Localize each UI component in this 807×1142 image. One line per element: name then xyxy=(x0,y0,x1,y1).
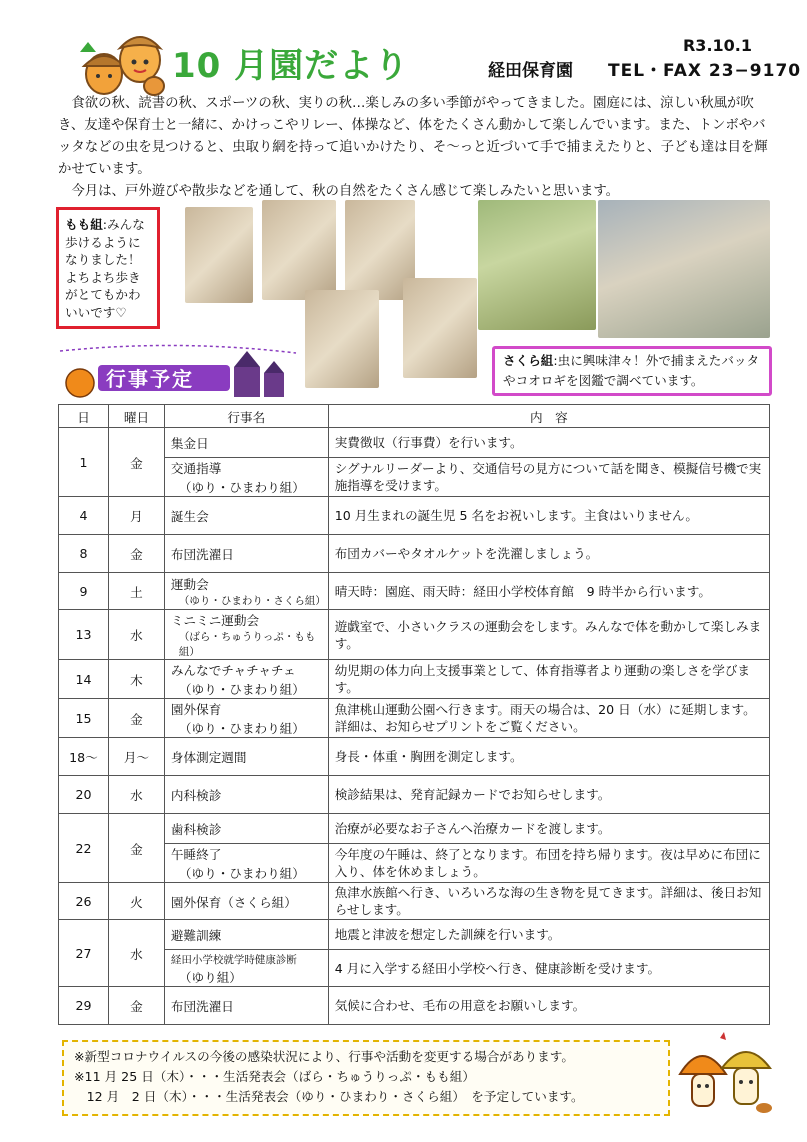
events-banner-text: 行事予定 xyxy=(106,367,194,391)
event-content-cell: 身長・体重・胸囲を測定します。 xyxy=(328,738,769,776)
table-row xyxy=(59,776,770,814)
table-row xyxy=(59,987,770,1025)
event-name: みんなでチャチャチェ xyxy=(170,663,296,678)
event-content-cell: 10 月生まれの誕生児 5 名をお祝いします。主食はいりません。 xyxy=(328,497,769,535)
table-row xyxy=(59,950,770,987)
day-cell: 29 xyxy=(59,987,109,1025)
photo-momo-child xyxy=(262,200,336,300)
event-name-cell xyxy=(164,458,328,497)
event-name-cell xyxy=(164,920,328,950)
event-name: 経田小学校就学時健康診断 xyxy=(170,953,297,966)
event-classes: （ゆり・ひまわり・さくら組） xyxy=(178,595,326,607)
event-content-cell: 魚津桃山運動公園へ行きます。雨天の場合は、20 日（水）に延期します。詳細は、お知らせプリントをご覧ください。 xyxy=(328,699,769,738)
table-header-row xyxy=(59,405,770,428)
event-name: 交通指導 xyxy=(170,461,222,476)
table-row xyxy=(59,458,770,497)
event-content-cell: 幼児期の体力向上支援事業として、体育指導者より運動の楽しさを学びます。 xyxy=(328,660,769,699)
schedule-table xyxy=(58,404,770,1025)
notice-box xyxy=(62,1040,670,1116)
event-name: 園外保育 xyxy=(170,702,222,717)
weekday-cell: 金 xyxy=(108,814,164,883)
momo-class-text: :みんな歩けるようになりました！よちよち歩きがとてもかわいいです♡ xyxy=(65,217,145,320)
mushroom-illustration-icon xyxy=(672,1028,774,1120)
day-cell: 27 xyxy=(59,920,109,987)
event-name-cell xyxy=(164,428,328,458)
school-name: 経田保育園 xyxy=(488,61,573,81)
day-cell: 8 xyxy=(59,535,109,573)
event-name-cell xyxy=(164,950,328,987)
event-content-cell: シグナルリーダーより、交通信号の見方について話を聞き、模擬信号機で実施指導を受けます。 xyxy=(328,458,769,497)
event-content-cell: 晴天時：園庭、雨天時：経田小学校体育館 9 時半から行います。 xyxy=(328,573,769,610)
event-name-cell xyxy=(164,535,328,573)
day-cell: 9 xyxy=(59,573,109,610)
event-classes: （ゆり・ひまわり組） xyxy=(178,480,305,495)
event-name: 身体測定週間 xyxy=(170,750,247,765)
column-header-day: 日 xyxy=(59,405,109,428)
event-classes: （ゆり・ひまわり組） xyxy=(178,866,305,881)
event-name: ミニミニ運動会 xyxy=(170,613,260,628)
table-row xyxy=(59,920,770,950)
column-header-weekday: 曜日 xyxy=(108,405,164,428)
event-classes: （ゆり組） xyxy=(178,969,242,985)
table-row xyxy=(59,573,770,610)
photo-sakura-outdoor xyxy=(478,200,596,330)
photo-momo-child xyxy=(185,207,253,303)
acorn-illustration-icon xyxy=(66,26,170,98)
event-name-cell xyxy=(164,883,328,920)
event-name: 内科検診 xyxy=(170,788,222,803)
event-name-cell xyxy=(164,699,328,738)
table-row xyxy=(59,814,770,844)
notice-line: 12 月 2 日（木）・・・生活発表会（ゆり・ひまわり・さくら組） を予定しています。 xyxy=(74,1089,584,1104)
event-name-cell xyxy=(164,738,328,776)
weekday-cell: 金 xyxy=(108,699,164,738)
column-header-content: 内 容 xyxy=(328,405,769,428)
day-cell: 26 xyxy=(59,883,109,920)
weekday-cell: 月〜 xyxy=(108,738,164,776)
event-name: 歯科検診 xyxy=(170,822,222,837)
event-name: 布団洗濯日 xyxy=(170,547,234,562)
event-content-cell: 気候に合わせ、毛布の用意をお願いします。 xyxy=(328,987,769,1025)
table-row xyxy=(59,660,770,699)
event-content-cell: 地震と津波を想定した訓練を行います。 xyxy=(328,920,769,950)
newsletter-title: 10 月園だより xyxy=(172,46,410,86)
weekday-cell: 金 xyxy=(108,535,164,573)
event-name-cell xyxy=(164,844,328,883)
event-content-cell: 今年度の午睡は、終了となります。布団を持ち帰ります。夜は早めに布団に入り、体を休めましょう。 xyxy=(328,844,769,883)
event-content-cell: 検診結果は、発育記録カードでお知らせします。 xyxy=(328,776,769,814)
telephone: TEL・FAX 23−9170 xyxy=(608,61,802,81)
event-name: 園外保育（さくら組） xyxy=(170,894,297,910)
weekday-cell: 木 xyxy=(108,660,164,699)
event-name-cell xyxy=(164,573,328,610)
table-row xyxy=(59,844,770,883)
event-name: 運動会 xyxy=(170,577,209,592)
table-row xyxy=(59,699,770,738)
weekday-cell: 火 xyxy=(108,883,164,920)
column-header-event: 行事名 xyxy=(164,405,328,428)
event-name: 午睡終了 xyxy=(170,847,222,862)
day-cell: 15 xyxy=(59,699,109,738)
day-cell: 14 xyxy=(59,660,109,699)
event-name-cell xyxy=(164,497,328,535)
photo-momo-child xyxy=(305,290,379,388)
event-classes: （ゆり・ひまわり組） xyxy=(178,682,305,697)
issue-date: R3.10.1 xyxy=(682,36,752,55)
event-name-cell xyxy=(164,660,328,699)
sakura-class-text: :虫に興味津々！外で捕まえたバッタやコオロギを図鑑で調べています。 xyxy=(503,353,760,388)
weekday-cell: 水 xyxy=(108,776,164,814)
event-name: 誕生会 xyxy=(170,509,209,524)
table-row xyxy=(59,738,770,776)
day-cell: 1 xyxy=(59,428,109,497)
day-cell: 20 xyxy=(59,776,109,814)
day-cell: 13 xyxy=(59,610,109,660)
event-content-cell: 実費徴収（行事費）を行います。 xyxy=(328,428,769,458)
weekday-cell: 金 xyxy=(108,428,164,497)
event-name-cell xyxy=(164,987,328,1025)
event-content-cell: 遊戯室で、小さいクラスの運動会をします。みんなで体を動かして楽しみます。 xyxy=(328,610,769,660)
event-name: 布団洗濯日 xyxy=(170,999,234,1014)
intro-text xyxy=(58,93,772,203)
photo-sakura-picture-book xyxy=(598,200,770,338)
event-content-cell: 治療が必要なお子さんへ治療カードを渡します。 xyxy=(328,814,769,844)
day-cell: 18〜 xyxy=(59,738,109,776)
sakura-class-caption xyxy=(492,346,772,396)
momo-class-label: もも組 xyxy=(65,217,103,232)
event-content-cell: 布団カバーやタオルケットを洗濯しましょう。 xyxy=(328,535,769,573)
event-name-cell xyxy=(164,610,328,660)
table-row xyxy=(59,883,770,920)
event-name: 集金日 xyxy=(170,436,209,451)
weekday-cell: 金 xyxy=(108,987,164,1025)
event-classes: （ゆり・ひまわり組） xyxy=(178,721,305,736)
momo-class-caption xyxy=(56,207,160,329)
castle-icon xyxy=(234,367,260,397)
notice-line: ※新型コロナウイルスの今後の感染状況により、行事や活動を変更する場合があります。 xyxy=(74,1049,574,1064)
pumpkin-icon xyxy=(66,369,94,397)
table-row xyxy=(59,535,770,573)
weekday-cell: 水 xyxy=(108,610,164,660)
sakura-class-label: さくら組 xyxy=(503,353,554,368)
weekday-cell: 土 xyxy=(108,573,164,610)
intro-paragraph: 食欲の秋、読書の秋、スポーツの秋、実りの秋…楽しみの多い季節がやってきました。園庭には、涼しい秋風が吹き、友達や保育士と一緒に、かけっこやリレー、体操など、体をたくさん動かして楽しんでいます。また、トンボやバッタなどの虫を見つけると、虫取り網を持って追いかけたり、そ〜っと近づいて手で捕まえたりと、子ども達は目を輝かせています。 xyxy=(58,96,768,177)
table-row xyxy=(59,497,770,535)
intro-paragraph: 今月は、戸外遊びや散歩などを通して、秋の自然をたくさん感じて楽しみたいと思います。 xyxy=(71,184,620,199)
event-content-cell: 魚津水族館へ行き、いろいろな海の生き物を見てきます。詳細は、後日お知らせします。 xyxy=(328,883,769,920)
table-row xyxy=(59,428,770,458)
weekday-cell: 月 xyxy=(108,497,164,535)
day-cell: 22 xyxy=(59,814,109,883)
table-row xyxy=(59,610,770,660)
event-content-cell: 4 月に入学する経田小学校へ行き、健康診断を受けます。 xyxy=(328,950,769,987)
weekday-cell: 水 xyxy=(108,920,164,987)
event-name-cell xyxy=(164,814,328,844)
notice-line: ※11 月 25 日（木）・・・生活発表会（ばら・ちゅうりっぷ・もも組） xyxy=(74,1069,475,1084)
day-cell: 4 xyxy=(59,497,109,535)
event-name: 避難訓練 xyxy=(170,928,222,943)
photo-momo-child xyxy=(403,278,477,378)
event-classes: （ばら・ちゅうりっぷ・もも組） xyxy=(178,631,316,658)
event-name-cell xyxy=(164,776,328,814)
